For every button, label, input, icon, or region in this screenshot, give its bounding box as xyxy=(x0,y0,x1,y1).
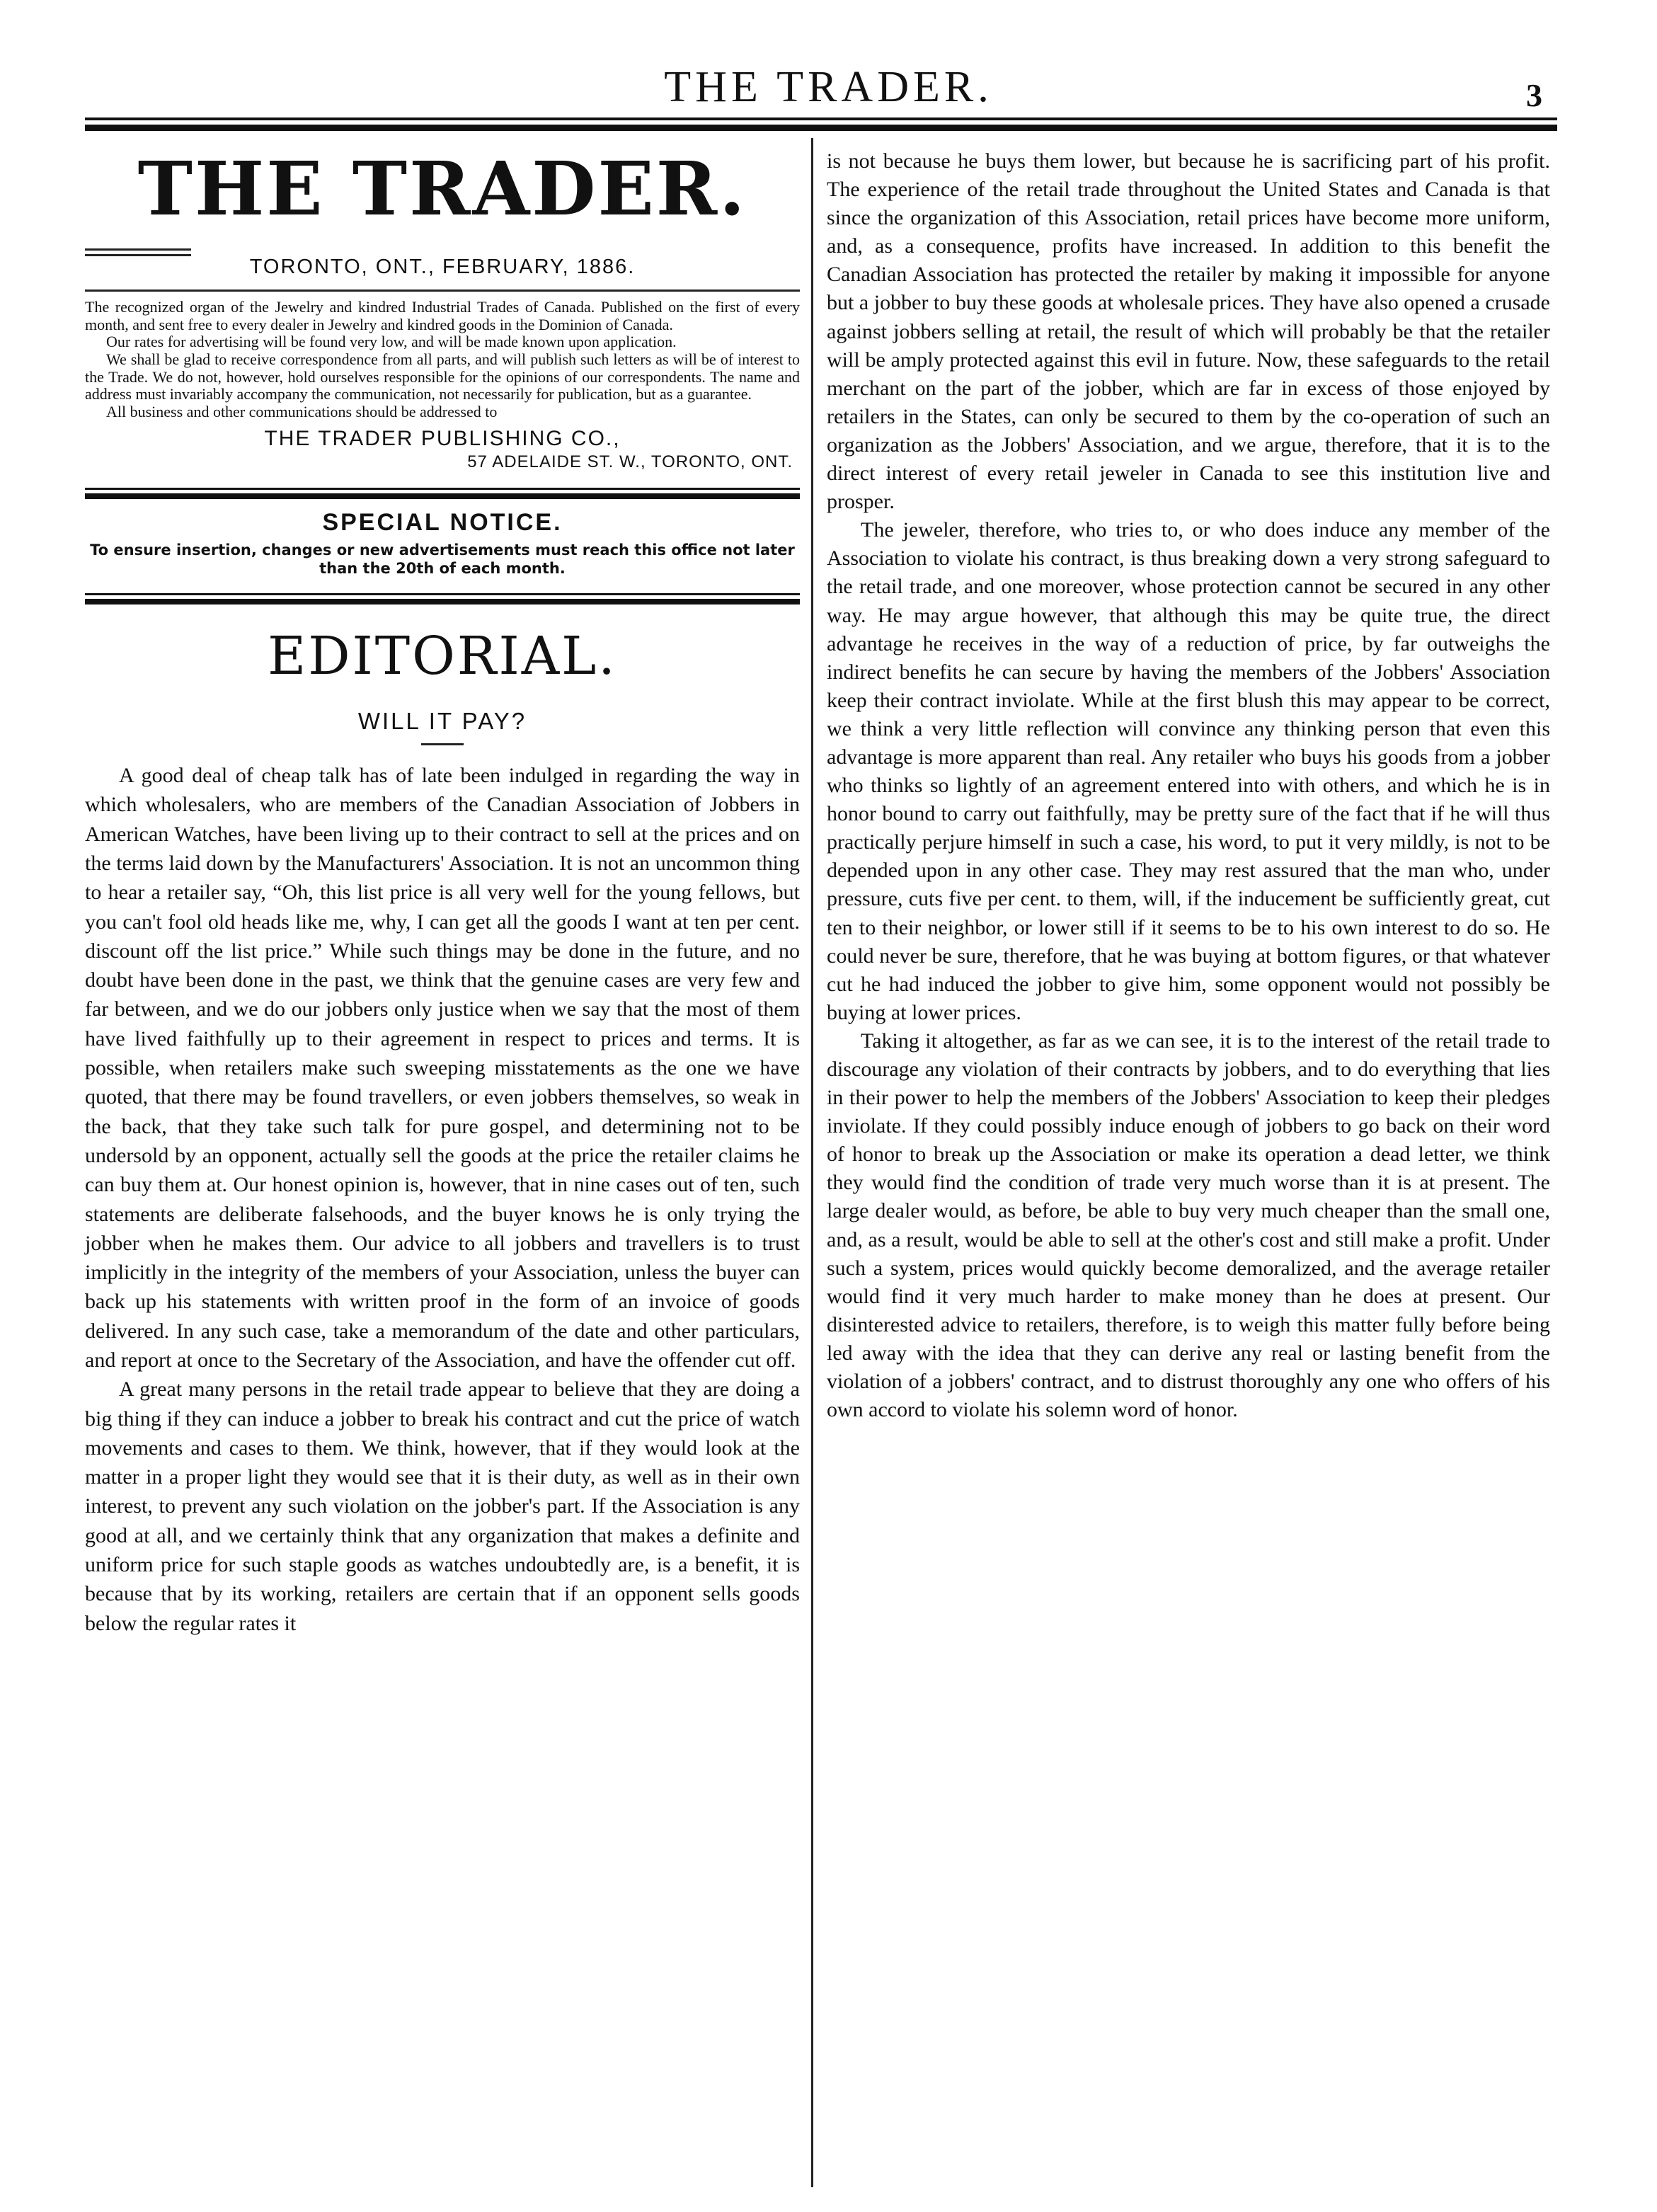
running-title: THE TRADER. xyxy=(664,63,993,111)
article-paragraph: is not because he buys them lower, but because he is sacrificing part of his profit. The experience of the retail trade throughout the United States and Canada is that since the organization of this Association, retail prices have become more uniform, and, as a consequence, profits have increased. In addition to this benefit the Canadian Association has protected the retailer by making it impossible for anyone but a jobber to buy these goods at wholesale prices. They have also opened a crusade against jobbers selling at retail, the result of which will probably be that the retailer will be amply protected against this evil in future. Now, these safeguards to the retail merchant on the part of the jobber, which are far in excess of those enjoyed by retailers in the States, can only be secured to them by the co-operation of such an organization as the Jobbers' Association, and we argue, therefore, that it is to the direct interest of every retail jeweler in Canada to see this institution live and prosper. xyxy=(827,149,1550,514)
title-rule xyxy=(421,743,464,745)
column-divider xyxy=(811,138,813,2187)
section-double-rule xyxy=(85,488,800,499)
masthead-title: THE TRADER. xyxy=(137,145,747,232)
section-double-rule xyxy=(85,593,800,604)
publication-notice xyxy=(85,299,800,420)
header-rule-thin xyxy=(85,118,1557,120)
publisher-address: 57 ADELAIDE ST. W., TORONTO, ONT. xyxy=(467,452,793,471)
dateline: TORONTO, ONT., FEBRUARY, 1886. xyxy=(249,256,636,279)
editorial-heading: EDITORIAL. xyxy=(268,626,617,687)
article-paragraph: A great many persons in the retail trade appear to believe that they are doing a big thing if they can induce a jobber to break his contract and cut the price of watch movements and cases to them. We think, however, that if they would look at the matter in a proper light they would see that it is their duty, as well as in their own interest, to prevent any such violation on the jobber's part. If the Association is any good at all, and we certainly think that any organization that makes a definite and uniform price for such staple goods as watches undoubtedly are, is a benefit, it is because that by its working, retailers are certain that if an opponent sells goods below the regular rates it xyxy=(85,1377,800,1635)
right-column xyxy=(827,147,1550,1424)
dash-ornament xyxy=(85,248,191,256)
left-column xyxy=(85,142,800,1638)
article-paragraph: The jeweler, therefore, who tries to, or who does induce any member of the Association to violate his contract, is thus breaking down a very strong safeguard to the retail trade, and one moreover, whose protection cannot be secured in any other way. He may argue however, that although this may be quite true, the direct advantage he receives in the way of a reduction of price, by far outweighs the indirect benefits he can secure by having the members of the Jobbers' Association keep their contract inviolate. While at the first blush this may appear to be correct, we think a very little reflection will convince any thinking person that even this advantage is more apparent than real. Any retailer who buys his goods from a jobber who thinks so lightly of an agreement entered into with others, and which he is in honor bound to carry out faithfully, may be pretty sure of the fact that if he will thus practically perjure himself in such a case, his word, to put it very mildly, is not to be depended upon in any other case. They may rest assured that the man who, under pressure, cuts five per cent. to them, will, if the inducement be sufficiently great, cut ten to their neighbor, or lower still if it seems to be to his own interest to do so. He could never be sure, therefore, that he was buying at bottom figures, or that whatever cut he had induced the jobber to give him, some opponent would not possibly be buying at lower prices. xyxy=(827,518,1550,1024)
notice-line: All business and other communications should be addressed to xyxy=(106,402,498,420)
notice-line: The recognized organ of the Jewelry and kindred Industrial Trades of Canada. Published on the first of every month, and sent free to every dealer in Jewelry and kindred goods in the Dominion of Canada. xyxy=(85,298,800,333)
notice-line: Our rates for advertising will be found very low, and will be made known upon application. xyxy=(106,333,677,351)
special-notice-body: To ensure insertion, changes or new advertisements must reach this office not later than the 20th of each month. xyxy=(90,541,795,577)
masthead-rule xyxy=(85,290,800,292)
publisher-name: THE TRADER PUBLISHING CO., xyxy=(264,426,621,450)
dateline-block xyxy=(85,227,800,277)
special-notice-title: SPECIAL NOTICE. xyxy=(322,508,563,536)
page-number: 3 xyxy=(1526,77,1542,113)
article-paragraph: A good deal of cheap talk has of late been indulged in regarding the way in which wholesalers, who are members of the Canadian Association of Jobbers in American Watches, have been living up to their contract to sell at the prices and on the terms laid down by the Manufacturers' Association. It is not an uncommon thing to hear a retailer say, “Oh, this list price is all very well for the young fellows, but you can't fool old heads like me, why, I can get all the goods I want at ten per cent. discount off the list price.” While such things may be done in the future, and no doubt have been done in the past, we think that the genuine cases are very few and far between, and we do our jobbers only justice when we say that the most of them have lived faithfully up to their agreement in respect to prices and terms. It is possible, when retailers make such sweeping misstatements as the one we have quoted, that there may be found travellers, or even jobbers themselves, so weak in the back, that they take such talk for pure gospel, and determining not to be undersold by an opponent, actually sell the goods at the price the retailer claims he can buy them at. Our honest opinion is, however, that in nine cases out of ten, such statements are deliberate falsehoods, and the buyer knows he is only trying the jobber when he makes them. Our advice to all jobbers and travellers is to trust implicitly in the integrity of the members of your Association, unless the buyer can back up his statements with written proof in the form of an invoice of goods delivered. In any such case, take a memorandum of the date and other particulars, and report at once to the Secretary of the Association, and have the offender cut off. xyxy=(85,764,800,1372)
header-rule-thick xyxy=(85,125,1557,131)
notice-line: We shall be glad to receive correspondence from all parts, and will publish such letters as will be of interest to the Trade. We do not, however, hold ourselves responsible for the opinions of our correspondents. The name and address must invariably accompany the communication, not necessarily for publication, but as a guarantee. xyxy=(85,350,800,403)
article-title: WILL IT PAY? xyxy=(357,708,527,735)
article-paragraph: Taking it altogether, as far as we can see, it is to the interest of the retail trade to discourage any violation of their contracts by jobbers, and to do everything that lies in their power to help the members of the Jobbers' Association to keep their pledges inviolate. If they could possibly induce enough of jobbers to go back on their word of honor to break up the Association or make its operation a dead letter, we think they would find the condition of trade very much worse than it is at present. The large dealer would, as before, be able to buy very much cheaper than the small one, and, as a result, would be able to sell at the other's cost and still make a profit. Under such a system, prices would quickly become demoralized, and the average retailer would find it very much harder to make money than he does at present. Our disinterested advice to retailers, therefore, is to weigh this matter fully before being led away with the idea that they can derive any real or lasting benefit from the violation of a jobbers' contract, and to distrust thoroughly any one who offers of his own accord to violate his solemn word of honor. xyxy=(827,1028,1550,1422)
